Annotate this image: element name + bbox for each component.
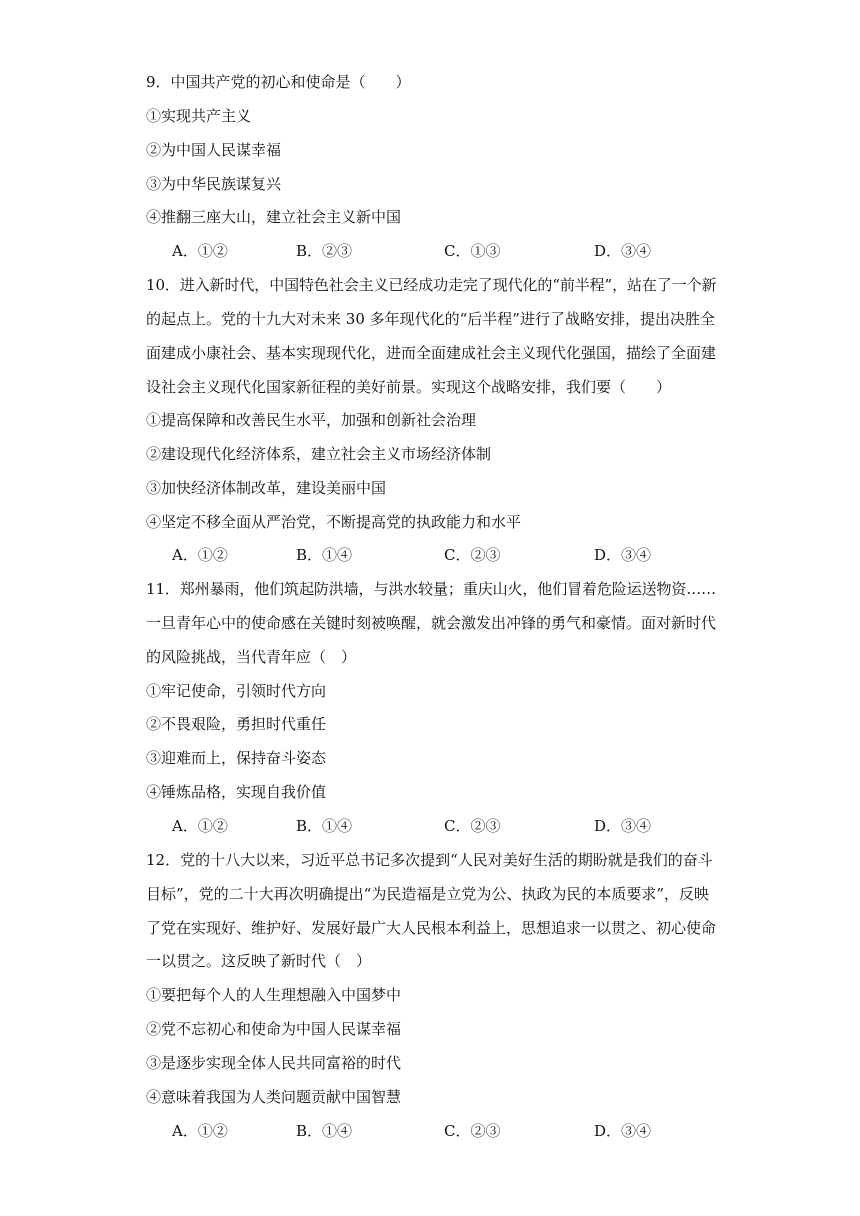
q10-item-4: ④坚定不移全面从严治党，不断提高党的执政能力和水平 [146,513,522,531]
q11-item-2: ②不畏艰险，勇担时代重任 [146,715,327,733]
q12-item-4: ④意味着我国为人类问题贡献中国智慧 [146,1088,402,1106]
q10-stem-line-4: 设社会主义现代化国家新征程的美好前景。实现这个战略安排，我们要（ ） [146,378,672,396]
q11-option-a: A．①② [172,817,228,835]
q9-item-2: ②为中国人民谋幸福 [146,141,282,159]
q11-item-4: ④锤炼品格，实现自我价值 [146,783,327,801]
q10-option-d: D．③④ [594,546,652,564]
q9-option-b: B．②③ [296,242,353,260]
q9-item-1: ①实现共产主义 [146,107,252,125]
q9-option-c: C．①③ [444,242,501,260]
q12-stem-line-2: 目标”，党的二十大再次明确提出“为民造福是立党为公、执政为民的本质要求”，反映 [146,885,710,903]
q11-item-1: ①牢记使命，引领时代方向 [146,682,327,700]
q9-stem: 9．中国共产党的初心和使命是（ ） [146,73,411,91]
q11-stem-line-2: 一旦青年心中的使命感在关键时刻被唤醒，就会激发出冲锋的勇气和豪情。面对新时代 [146,614,717,632]
q9-item-3: ③为中华民族谋复兴 [146,175,282,193]
q10-option-a: A．①② [172,546,228,564]
q11-option-c: C．②③ [444,817,501,835]
q10-stem-line-3: 面建成小康社会、基本实现现代化，进而全面建成社会主义现代化强国，描绘了全面建 [146,344,717,362]
q11-item-3: ③迎难而上，保持奋斗姿态 [146,749,327,767]
q12-item-2: ②党不忘初心和使命为中国人民谋幸福 [146,1020,402,1038]
q10-option-b: B．①④ [296,546,353,564]
q12-option-a: A．①② [172,1122,228,1140]
q12-option-d: D．③④ [594,1122,652,1140]
q11-stem-line-3: 的风险挑战，当代青年应（ ） [146,648,357,666]
q12-item-3: ③是逐步实现全体人民共同富裕的时代 [146,1054,402,1072]
q12-stem-line-1: 12．党的十八大以来，习近平总书记多次提到“人民对美好生活的期盼就是我们的奋斗 [146,851,713,869]
q11-option-d: D．③④ [594,817,652,835]
q10-option-c: C．②③ [444,546,501,564]
q12-stem-line-3: 了党在实现好、维护好、发展好最广大人民根本利益上，思想追求一以贯之、初心使命 [146,919,717,937]
q10-item-2: ②建设现代化经济体系，建立社会主义市场经济体制 [146,445,492,463]
q9-option-d: D．③④ [594,242,652,260]
q11-stem-line-1: 11．郑州暴雨，他们筑起防洪墙，与洪水较量；重庆山火，他们冒着危险运送物资…… [146,580,717,598]
q10-stem-line-1: 10．进入新时代，中国特色社会主义已经成功走完了现代化的“前半程”，站在了一个新 [146,276,717,294]
q9-item-4: ④推翻三座大山，建立社会主义新中国 [146,208,402,226]
q12-option-c: C．②③ [444,1122,501,1140]
q12-item-1: ①要把每个人的人生理想融入中国梦中 [146,986,402,1004]
q11-option-b: B．①④ [296,817,353,835]
q10-stem-line-2: 的起点上。党的十九大对未来 30 多年现代化的“后半程”进行了战略安排，提出决胜全 [146,310,715,328]
q10-item-3: ③加快经济体制改革，建设美丽中国 [146,479,387,497]
q10-item-1: ①提高保障和改善民生水平，加强和创新社会治理 [146,411,477,429]
q12-stem-line-4: 一以贯之。这反映了新时代（ ） [146,952,372,970]
q12-option-b: B．①④ [296,1122,353,1140]
q9-option-a: A．①② [172,242,228,260]
